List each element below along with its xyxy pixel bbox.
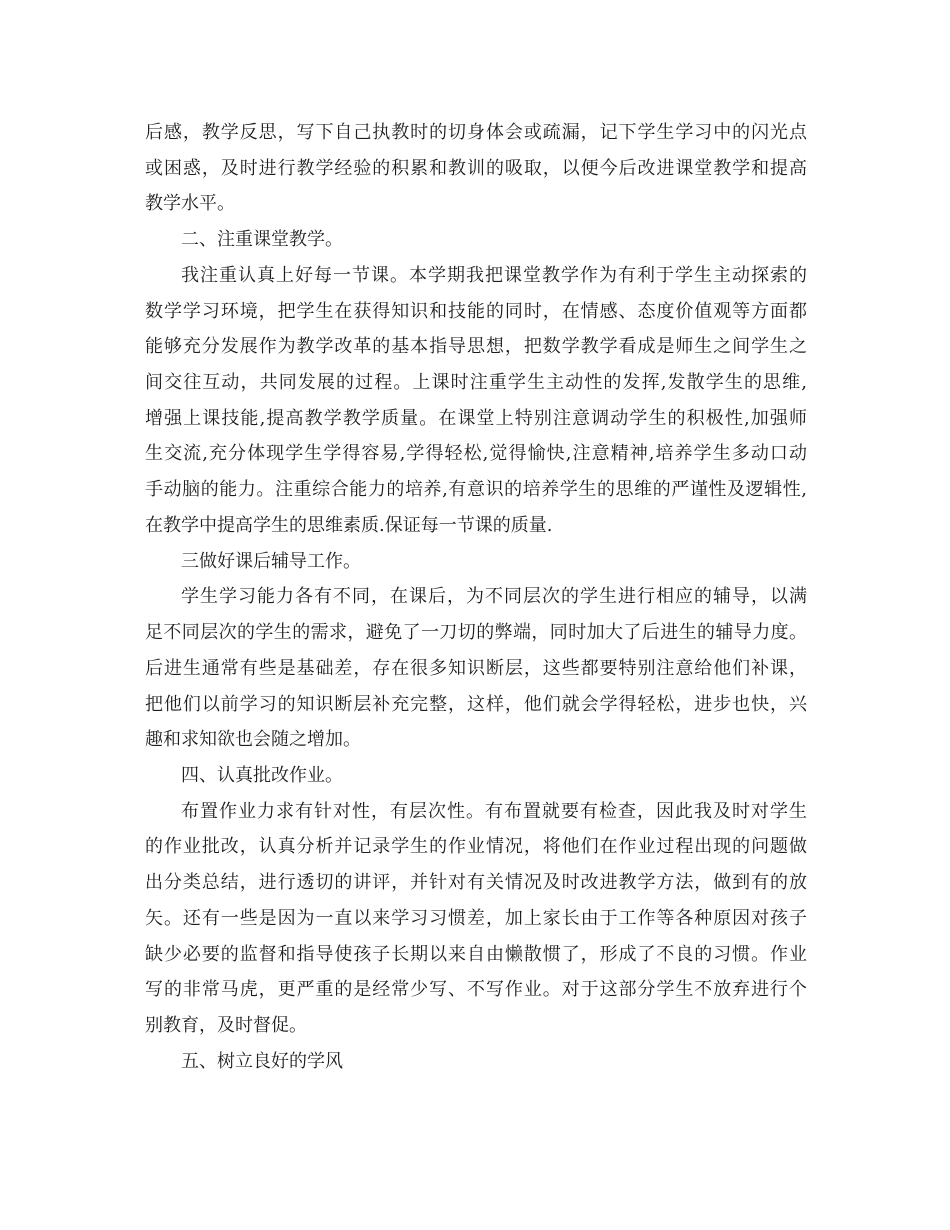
text-line: 教学水平。 bbox=[145, 193, 235, 215]
section-heading: 二、注重课堂教学。 bbox=[181, 229, 343, 251]
text-line: 在教学中提高学生的思维素质.保证每一节课的质量. bbox=[145, 514, 553, 536]
text-line: 间交往互动，共同发展的过程。上课时注重学生主动性的发挥,发散学生的思维, bbox=[145, 372, 807, 394]
text-line: 写的非常马虎，更严重的是经常少写、不写作业。对于这部分学生不放弃进行个 bbox=[145, 979, 807, 1001]
text-line: 增强上课技能,提高教学教学质量。在课堂上特别注意调动学生的积极性,加强师 bbox=[145, 407, 807, 429]
text-line: 手动脑的能力。注重综合能力的培养,有意识的培养学生的思维的严谨性及逻辑性, bbox=[145, 479, 807, 501]
text-line: 缺少必要的监督和指导使孩子长期以来自由懒散惯了，形成了不良的习惯。作业 bbox=[145, 943, 807, 965]
text-line: 趣和求知欲也会随之增加。 bbox=[145, 729, 361, 751]
section-heading: 四、认真批改作业。 bbox=[181, 764, 343, 786]
text-line: 我注重认真上好每一节课。本学期我把课堂教学作为有利于学生主动探索的 bbox=[181, 264, 807, 286]
document-body bbox=[145, 115, 807, 1079]
text-line: 后进生通常有些是基础差，存在很多知识断层，这些都要特别注意给他们补课， bbox=[145, 657, 807, 679]
text-line: 布置作业力求有针对性，有层次性。有布置就要有检查，因此我及时对学生 bbox=[181, 800, 807, 822]
text-line: 矢。还有一些是因为一直以来学习习惯差，加上家长由于工作等各种原因对孩子 bbox=[145, 907, 807, 929]
text-line: 的作业批改，认真分析并记录学生的作业情况，将他们在作业过程出现的问题做 bbox=[145, 836, 807, 858]
text-line: 或困惑，及时进行教学经验的积累和教训的吸取，以便今后改进课堂教学和提高 bbox=[145, 157, 807, 179]
text-line: 后感，教学反思，写下自己执教时的切身体会或疏漏，记下学生学习中的闪光点 bbox=[145, 122, 807, 143]
text-line: 数学学习环境，把学生在获得知识和技能的同时，在情感、态度价值观等方面都 bbox=[145, 300, 807, 322]
text-line: 学生学习能力各有不同，在课后，为不同层次的学生进行相应的辅导，以满 bbox=[181, 586, 807, 608]
text-line: 生交流,充分体现学生学得容易,学得轻松,觉得愉快,注意精神,培养学生多动口动 bbox=[145, 443, 807, 465]
text-line: 别教育，及时督促。 bbox=[145, 1014, 307, 1036]
text-line: 能够充分发展作为教学改革的基本指导思想，把数学教学看成是师生之间学生之 bbox=[145, 336, 807, 358]
text-line: 把他们以前学习的知识断层补充完整，这样，他们就会学得轻松，进步也快，兴 bbox=[145, 693, 807, 715]
section-heading: 五、树立良好的学风 bbox=[181, 1050, 343, 1072]
text-line: 出分类总结，进行透切的讲评，并针对有关情况及时改进教学方法，做到有的放 bbox=[145, 872, 807, 894]
section-heading: 三做好课后辅导工作。 bbox=[181, 550, 361, 572]
text-line: 足不同层次的学生的需求，避免了一刀切的弊端，同时加大了后进生的辅导力度。 bbox=[145, 622, 807, 644]
